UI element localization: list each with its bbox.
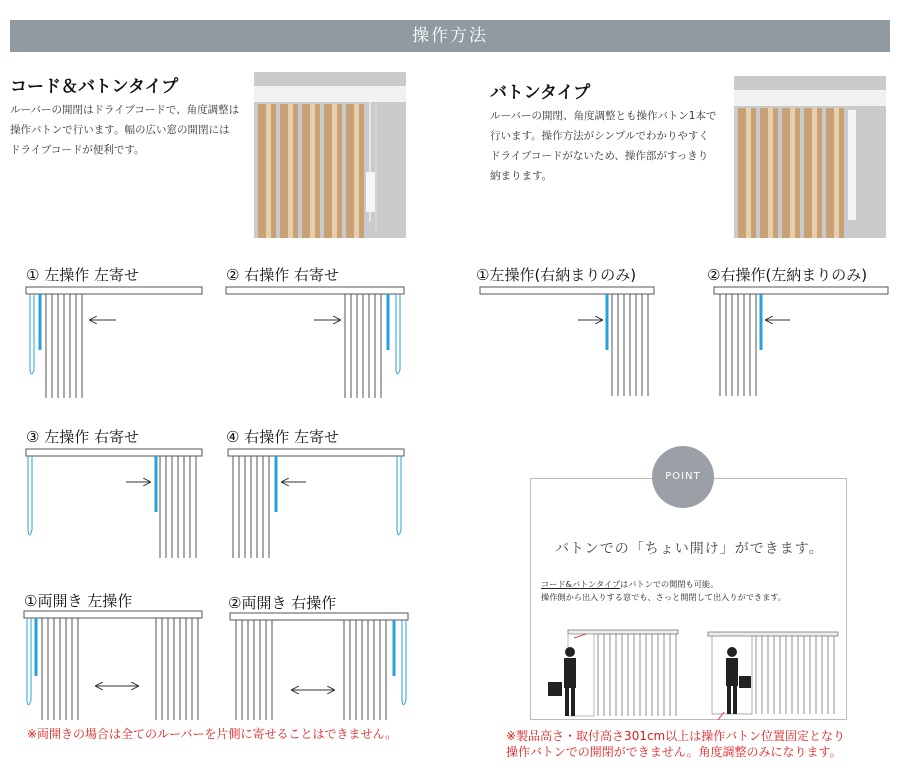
double-open-note: ※両開きの場合は全てのルーバーを片側に寄せることはできません。 [27, 727, 398, 741]
point-headline: バトンでの「ちょい開け」ができます。 [555, 541, 824, 557]
diagram-5-double-left-op [24, 611, 202, 720]
cord-type-title: コード＆バトンタイプ [10, 77, 179, 97]
point-illustration-right [708, 632, 838, 720]
baton-type-title: バトンタイプ [490, 83, 591, 103]
point-text-line2: 操作側から出入りする窓でも、さっと開閉して出入りができます。 [541, 592, 786, 602]
point-illustrations [540, 620, 840, 720]
baton-diagram-label-2: ②右操作(左納まりのみ) [707, 266, 868, 284]
height-note: ※製品高さ・取付高さ301cm以上は操作バトン位置固定となり 操作バトンでの開閉ができません。角度調整のみになります。 [506, 729, 846, 759]
diagram-label-5: ①両開き 左操作 [24, 592, 133, 610]
diagram-label-3: ③ 左操作 右寄せ [26, 428, 139, 446]
point-text-rest: はバトンでの開閉も可能。 [620, 579, 719, 589]
diagram-label-1: ① 左操作 左寄せ [26, 266, 139, 284]
page-header: 操作方法 [10, 20, 890, 52]
diagram-label-2: ② 右操作 右寄せ [226, 266, 339, 284]
baton-diagram-2 [714, 287, 888, 396]
point-text-line1 [541, 578, 718, 591]
point-text-highlight: コード&バトンタイプ [541, 579, 621, 589]
diagram-2-right-op-right-stack [226, 287, 404, 398]
point-badge: POINT [652, 446, 714, 508]
baton-diagram-1 [480, 287, 654, 396]
baton-diagram-label-1: ①左操作(右納まりのみ) [476, 266, 637, 284]
diagram-label-4: ④ 右操作 左寄せ [226, 428, 339, 446]
diagram-1-left-op-left-stack [26, 287, 202, 398]
diagram-6-double-right-op [230, 613, 408, 720]
cord-type-description: ルーバーの開閉はドライブコードで、角度調整は 操作バトンで行います。幅の広い窓の開閉には ドライブコードが便利です。 [10, 104, 240, 156]
point-illustration-left [548, 630, 678, 716]
diagram-4-right-op-left-stack [228, 449, 404, 558]
baton-type-description: ルーバーの開閉、角度調整とも操作バトン1本で 行います。操作方法がシンプルでわかりやすく ドライブコードがないため、操作部がすっきり 納まります。 [490, 110, 717, 182]
diagram-label-6: ②両開き 右操作 [228, 594, 337, 612]
diagram-3-left-op-right-stack [26, 449, 202, 558]
